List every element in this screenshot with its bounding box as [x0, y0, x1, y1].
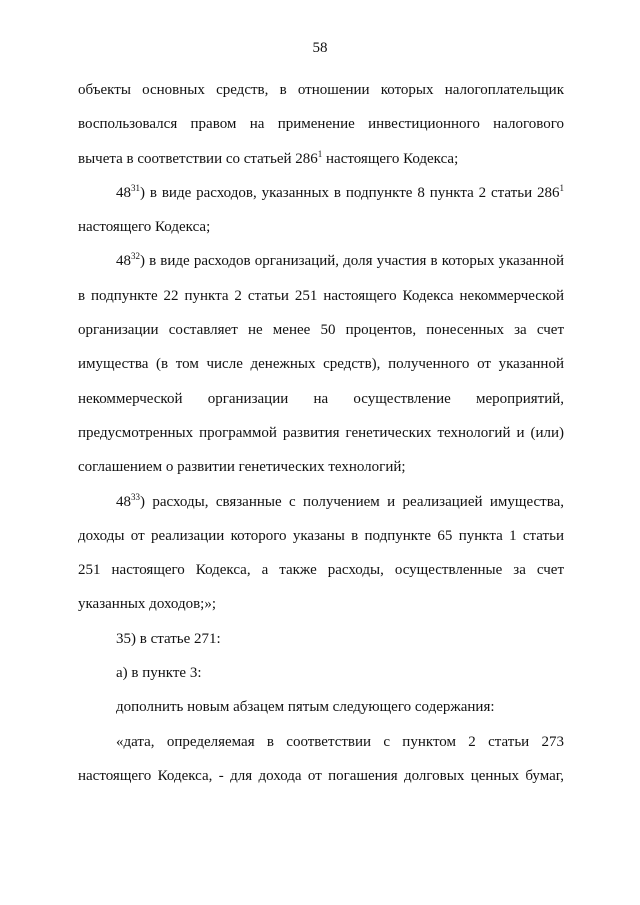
paragraph-text: ) в виде расходов, указанных в подпункте 8 пункта 2 статьи 286 [140, 184, 560, 201]
document-body [78, 73, 564, 793]
paragraph-item-35: 35) в статье 271: [116, 630, 221, 647]
paragraph-48-31 [78, 176, 564, 245]
item-number: 48 [116, 253, 131, 270]
superscript: 1 [559, 182, 564, 193]
page-number: 58 [312, 40, 328, 56]
paragraph-fixed-assets [78, 73, 564, 176]
paragraph-text: объекты основных средств, в отношении которых налогоплательщик воспользовался правом на применение инвестиционного налогового вычета в соответствии со статьей 286 [78, 82, 564, 167]
item-superscript: 33 [131, 491, 140, 502]
paragraph-text: ) в виде расходов организаций, доля участия в которых указанной в подпункте 22 пункта 2 статьи 251 настоящего Кодекса некоммерческой организации составляет не менее 50 процентов, понесенных за счет имущества (в том числе денежных средств), полученного от указанной некоммерческой организации на осуществление мероприятий, предусмотренных программой развития генетических технологий и (или) соглашением о развитии генетических технологий; [78, 253, 564, 476]
item-number: 48 [116, 493, 131, 510]
item-superscript: 31 [131, 182, 140, 193]
paragraph-48-32 [78, 244, 564, 484]
paragraph-text-tail: настоящего Кодекса; [78, 219, 211, 236]
paragraph-text-tail: настоящего Кодекса; [322, 150, 459, 167]
paragraph-48-33 [78, 485, 564, 622]
paragraph-quote-date: «дата, определяемая в соответствии с пунктом 2 статьи 273 настоящего Кодекса, - для дохода от погашения долговых ценных бумаг, [78, 733, 564, 784]
superscript: 1 [317, 148, 323, 159]
item-superscript: 32 [131, 251, 140, 262]
paragraph-add-abzac: дополнить новым абзацем пятым следующего содержания: [116, 699, 495, 716]
item-number: 48 [116, 184, 131, 201]
paragraph-subitem-a: а) в пункте 3: [116, 665, 202, 682]
paragraph-text: ) расходы, связанные с получением и реализацией имущества, доходы от реализации которого указаны в подпункте 65 пункта 1 статьи 251 настоящего Кодекса, а также расходы, осуществленные за счет указанных доходов;»; [78, 493, 564, 613]
